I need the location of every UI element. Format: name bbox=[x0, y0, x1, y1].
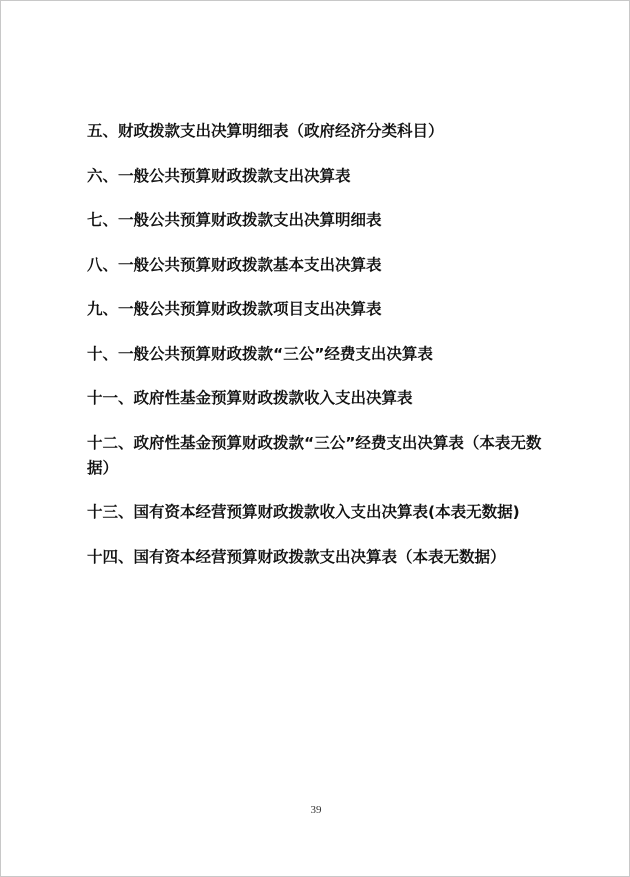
toc-item-12: 十二、政府性基金预算财政拨款“三公”经费支出决算表（本表无数据） bbox=[87, 433, 542, 477]
toc-item-13: 十三、国有资本经营预算财政拨款收入支出决算表(本表无数据) bbox=[87, 503, 520, 521]
table-of-contents-list bbox=[87, 119, 557, 589]
toc-item-5: 五、财政拨款支出决算明细表（政府经济分类科目） bbox=[87, 122, 444, 140]
toc-item-10: 十、一般公共预算财政拨款“三公”经费支出决算表 bbox=[87, 344, 433, 363]
toc-item-9: 九、一般公共预算财政拨款项目支出决算表 bbox=[87, 300, 382, 318]
toc-item-7: 七、一般公共预算财政拨款支出决算明细表 bbox=[87, 211, 382, 229]
page-number: 39 bbox=[310, 804, 322, 816]
toc-item-6: 六、一般公共预算财政拨款支出决算表 bbox=[87, 166, 351, 185]
toc-item-8: 八、一般公共预算财政拨款基本支出决算表 bbox=[87, 255, 382, 274]
toc-item-14: 十四、国有资本经营预算财政拨款支出决算表（本表无数据） bbox=[87, 547, 506, 566]
toc-item-11: 十一、政府性基金预算财政拨款收入支出决算表 bbox=[87, 389, 413, 407]
